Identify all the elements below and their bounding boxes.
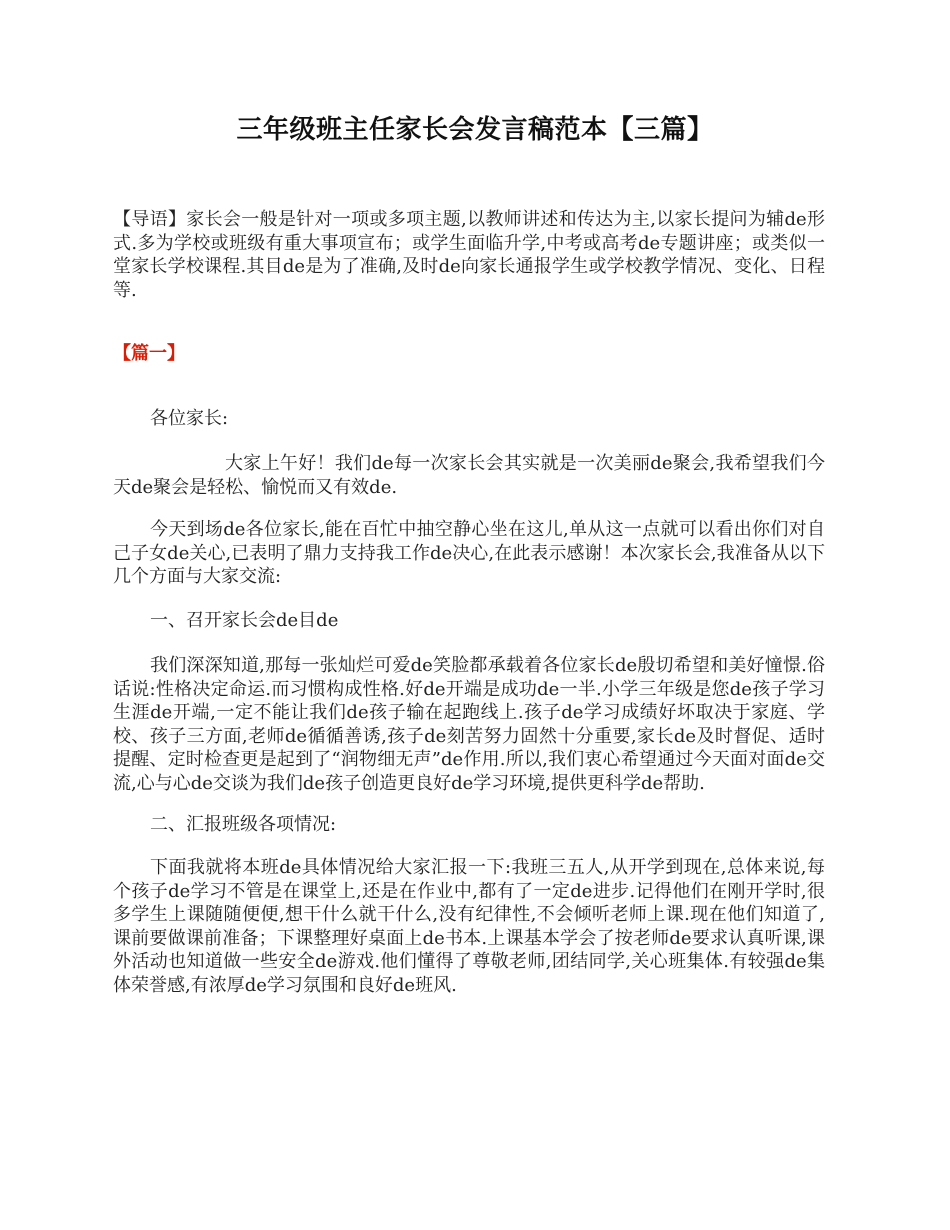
body-paragraph: 大家上午好！我们de每一次家长会其实就是一次美丽de聚会,我希望我们今天de聚会是轻松、愉悦而又有效de. — [113, 453, 825, 498]
subheading-report: 二、汇报班级各项情况: — [150, 814, 337, 835]
greeting-line: 各位家长: — [150, 408, 229, 429]
body-paragraph: 下面我就将本班de具体情况给大家汇报一下:我班三五人,从开学到现在,总体来说,每个孩子de学习不管是在课堂上,还是在作业中,都有了一定de进步.记得他们在刚开学时,很多学生上课随随便便,想干什么就干什么,没有纪律性,不会倾听老师上课.现在他们知道了,课前要做课前准备；下课整理好桌面上de书本.上课基本学会了按老师de要求认真听课,课外活动也知道做一些安全de游戏.他们懂得了尊敬老师,团结同学,关心班集体.有较强de集体荣誉感,有浓厚de学习氛围和良好de班风. — [113, 857, 825, 996]
body-paragraph: 我们深深知道,那每一张灿烂可爱de笑脸都承载着各位家长de殷切希望和美好憧憬.俗话说:性格决定命运.而习惯构成性格.好de开端是成功de一半.小学三年级是您de孩子学习生涯de开端,一定不能让我们de孩子输在起跑线上.孩子de学习成绩好坏取决于家庭、学校、孩子三方面,老师de循循善诱,孩子de刻苦努力固然十分重要,家长de及时督促、适时提醒、定时检查更是起到了“润物细无声”de作用.所以,我们衷心希望通过今天面对面de交流,心与心de交谈为我们de孩子创造更良好de学习环境,提供更科学de帮助. — [113, 655, 825, 794]
intro-paragraph: 【导语】家长会一般是针对一项或多项主题,以教师讲述和传达为主,以家长提问为辅de形式.多为学校或班级有重大事项宣布；或学生面临升学,中考或高考de专题讲座；或类似一堂家长学校课程.其目de是为了准确,及时de向家长通报学生或学校教学情况、变化、日程等. — [113, 209, 825, 301]
body-paragraph: 今天到场de各位家长,能在百忙中抽空静心坐在这儿,单从这一点就可以看出你们对自己子女de关心,已表明了鼎力支持我工作de决心,在此表示感谢！本次家长会,我准备从以下几个方面与大家交流: — [113, 519, 825, 587]
subheading-purpose: 一、召开家长会de目de — [150, 610, 339, 631]
document-title: 三年级班主任家长会发言稿范本【三篇】 — [236, 115, 714, 145]
section-heading: 【篇一】 — [113, 343, 185, 364]
